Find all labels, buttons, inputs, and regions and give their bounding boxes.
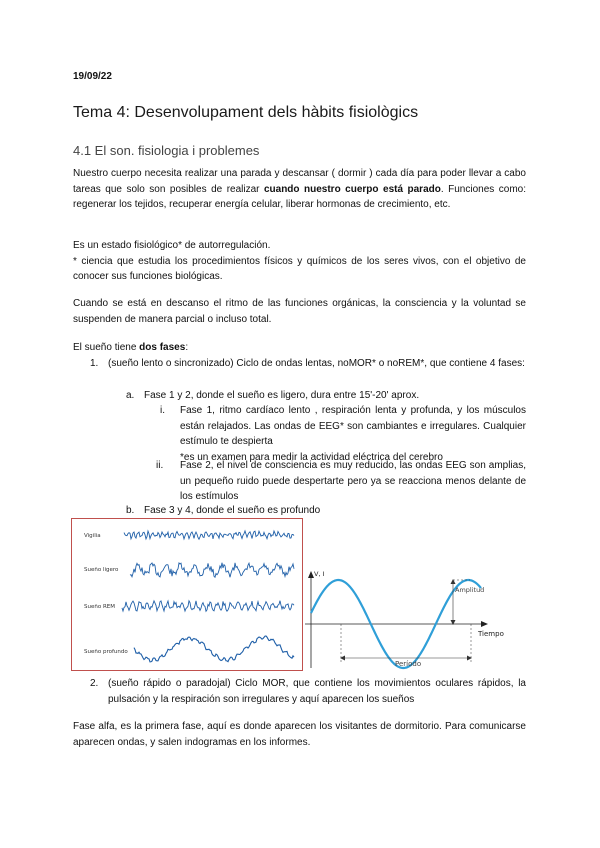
section-subtitle: 4.1 El son. fisiologia i problemes <box>73 143 260 158</box>
eeg-figure <box>71 518 303 671</box>
eeg-waves <box>72 519 301 669</box>
phases-intro-post: : <box>185 342 189 353</box>
eeg-label-light-sleep: Sueño ligero <box>84 567 119 573</box>
paragraph-rest: Cuando se está en descanso el ritmo de las funciones orgánicas, la consciencia y la voluntad se suspenden de manera parcial o incluso total. <box>73 298 526 325</box>
list-item: (sueño lento o sincronizado) Ciclo de ondas lentas, noMOR* o noREM*, que contiene 4 fases: <box>108 358 525 369</box>
list-item: Fase 1 y 2, donde el sueño es ligero, dura entre 15'-20' aprox. <box>144 390 420 401</box>
phases-intro <box>73 340 526 356</box>
page-title: Tema 4: Desenvolupament dels hàbits fisiològics <box>73 104 419 121</box>
eeg-label-deep-sleep: Sueño profundo <box>84 649 128 655</box>
paragraph-intro-bold: cuando nuestro cuerpo está parado <box>263 183 441 195</box>
x-arrow-icon <box>481 621 488 627</box>
period-label: Período <box>395 660 422 668</box>
list-item-note: *es un examen para medir la actividad eléctrica del cerebro <box>180 451 443 463</box>
wave-rem <box>122 601 294 612</box>
list-letter: a. <box>126 390 135 401</box>
list-item: (sueño rápido o paradojal) Ciclo MOR, que contiene los movimientos oculares rápidos, la pulsación y la respiración son irregulares y aquí aparecen los sueños <box>108 678 526 705</box>
list-item-text: Fase 1, ritmo cardíaco lento , respiración lenta y profunda, y los músculos están relajados. Las ondas de EEG* son cambiantes e irregulares. Cualquier estímulo te despierta <box>180 405 526 447</box>
wave-vigilia <box>124 531 294 539</box>
definition-line: Es un estado fisiológico* de autorregulación. <box>73 240 271 251</box>
list-number: 1. <box>90 358 99 369</box>
definition-footnote: * ciencia que estudia los procedimientos físicos y químicos de los seres vivos, con el objetivo de conocer sus funciones biológicas. <box>73 255 526 282</box>
date: 19/09/22 <box>73 71 112 82</box>
paragraph-intro-pre: Nuestro cuerpo necesita realizar una parada y descansar ( dormir ) cada día para poder llevar a cabo tareas que solo son posibles de realizar <box>73 168 526 195</box>
wave-deep-sleep <box>134 636 294 662</box>
paragraph-intro-post: . Funciones como: regenerar los tejidos, recuperar energía celular, liberar hormonas de crecimiento, etc. <box>73 183 526 210</box>
time-label: Tiempo <box>478 630 504 638</box>
paragraph-alpha: Fase alfa, es la primera fase, aquí es donde aparecen los visitantes de dormitorio. Para comunicarse aparecen ondas, y salen indogramas en los informes. <box>73 721 526 748</box>
phases-intro-bold: dos fases <box>139 342 186 353</box>
eeg-label-rem: Sueño REM <box>84 604 116 610</box>
list-number: 2. <box>90 678 99 689</box>
sine-diagram <box>305 566 515 672</box>
list-roman: i. <box>160 405 165 416</box>
eeg-label-vigilia: Vigilia <box>84 533 101 539</box>
sine-y-label: V, I <box>314 570 325 578</box>
wave-light-sleep <box>130 563 294 578</box>
amplitude-label: Amplitud <box>455 586 485 594</box>
paragraph-definition <box>73 238 526 285</box>
list-letter: b. <box>126 505 135 516</box>
list-item: Fase 3 y 4, donde el sueño es profundo <box>144 505 321 516</box>
phases-intro-pre: El sueño tiene <box>73 342 140 353</box>
list-item <box>180 403 526 465</box>
list-item: Fase 2, el nivel de consciencia es muy reducido, las ondas EEG son amplias, un pequeño ruido puede despertarte pero ya se reacciona menos delante de los estímulos <box>180 460 526 502</box>
list-roman: ii. <box>156 460 164 471</box>
paragraph-intro <box>73 166 526 213</box>
